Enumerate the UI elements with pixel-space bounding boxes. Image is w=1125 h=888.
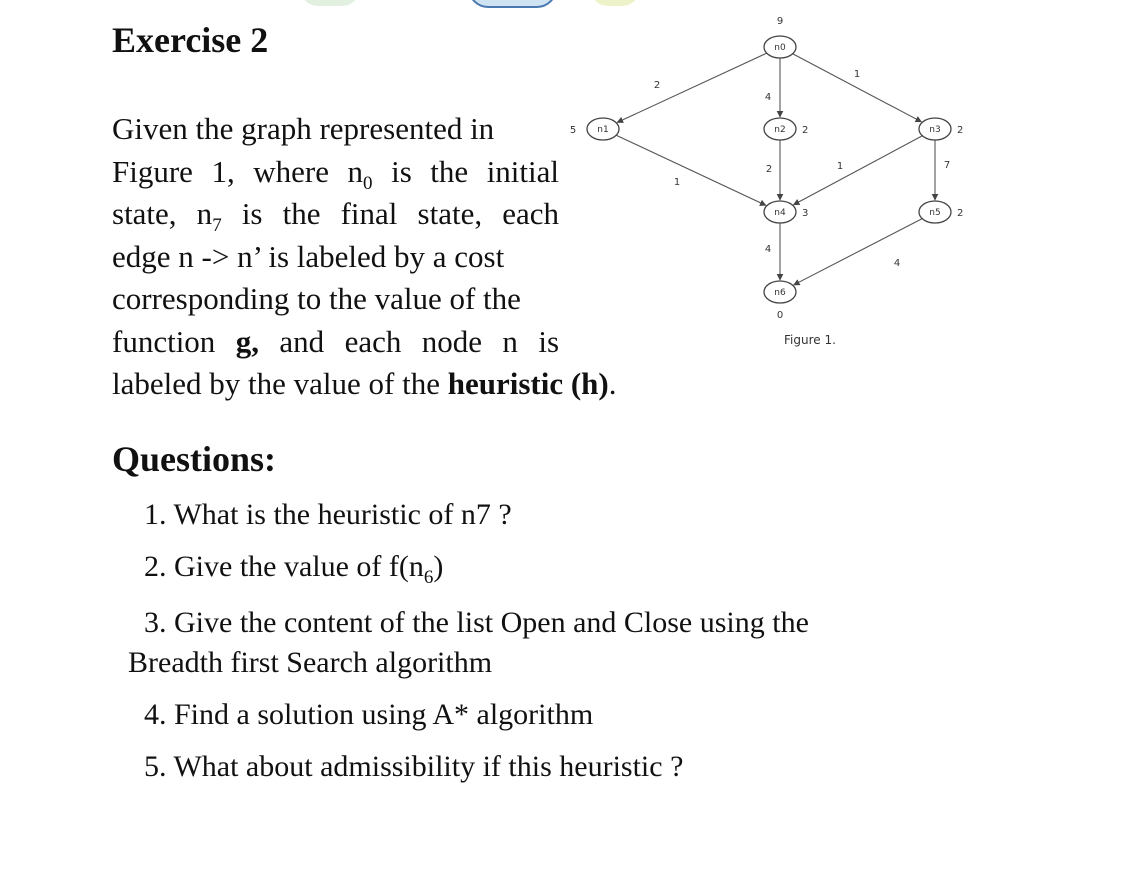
edge-cost-n0-n1: 2: [653, 80, 661, 91]
description-line-6: function g, and each node n is: [112, 323, 560, 359]
question-2: 2. Give the value of $f(n_6)$: [144, 550, 444, 588]
node-label-n3: n3: [929, 125, 941, 135]
node-label-n6: n6: [774, 288, 786, 298]
node-label-n5: n5: [929, 208, 941, 218]
node-n5: [919, 201, 963, 223]
question-4: 4. Find a solution using A* algorithm: [144, 698, 594, 731]
node-heuristic-n4: 3: [802, 208, 809, 219]
top-decoration-middle: [468, 0, 557, 8]
edge-cost-n2-n4: 2: [765, 164, 773, 175]
edge-n3-n4: [794, 136, 923, 205]
node-heuristic-n6: 0: [776, 310, 784, 321]
edge-n1-n4: [616, 135, 766, 205]
description-line-4: edge n -> n’ is labeled by a cost: [112, 238, 505, 274]
question-5: 5. What about admissibility if this heuristic ?: [144, 750, 684, 783]
questions-title: Questions:: [112, 439, 277, 479]
node-label-n2: n2: [774, 125, 786, 135]
node-n6: [764, 281, 796, 321]
node-n4: [764, 201, 808, 223]
edge-cost-n4-n6: 4: [764, 244, 772, 255]
node-heuristic-n2: 2: [802, 125, 809, 136]
edge-cost-n5-n6: 4: [893, 258, 901, 269]
edge-n5-n6: [794, 219, 923, 285]
node-n2: [764, 118, 808, 140]
node-label-n1: n1: [597, 125, 609, 135]
node-label-n0: n0: [774, 43, 786, 53]
edge-cost-n3-n5: 7: [943, 160, 951, 171]
node-heuristic-n1: 5: [569, 125, 577, 136]
node-heuristic-n5: 2: [957, 208, 964, 219]
question-1: 1. What is the heuristic of n7 ?: [144, 498, 512, 531]
node-n3: [919, 118, 963, 140]
exercise-title: Exercise 2: [112, 20, 269, 60]
node-heuristic-n0: 9: [776, 16, 784, 27]
description-line-7: labeled by the value of the heuristic (h).: [112, 366, 617, 401]
description-line-1: Given the graph represented in: [112, 111, 495, 146]
description-line-3: state, $n_7$ is the final state, each: [112, 196, 559, 236]
edge-cost-n0-n2: 4: [764, 92, 772, 103]
top-decoration-left: [300, 0, 360, 6]
figure-caption: Figure 1.: [784, 333, 836, 347]
description-line-2: Figure 1, where $n_0$ is the initial: [112, 153, 560, 194]
node-heuristic-n3: 2: [957, 125, 964, 136]
question-3: 3. Give the content of the list Open and Close using the Breadth first Search algorithm: [128, 606, 809, 679]
graph-figure: [560, 0, 980, 360]
edge-n0-n3: [793, 54, 922, 122]
edge-cost-n1-n4: 1: [673, 177, 681, 188]
node-n0: [764, 16, 796, 58]
edge-cost-n3-n4: 1: [836, 161, 844, 172]
node-n1: [570, 118, 619, 140]
edge-n0-n1: [617, 53, 767, 122]
edge-cost-n0-n3: 1: [853, 69, 861, 80]
description-line-5: corresponding to the value of the: [112, 281, 521, 316]
node-label-n4: n4: [774, 208, 786, 218]
